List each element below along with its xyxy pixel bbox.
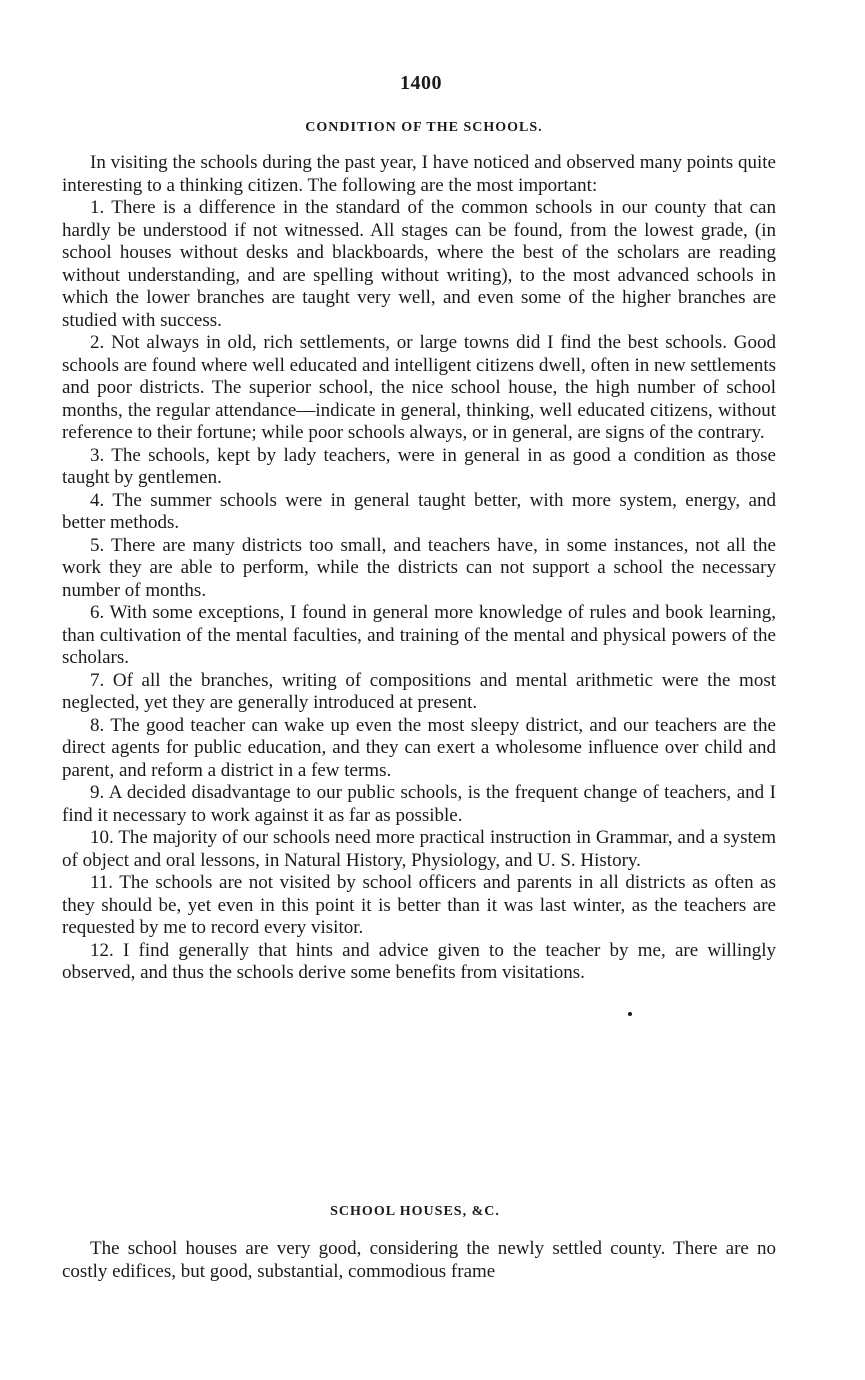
section-heading-condition: CONDITION OF THE SCHOOLS.: [305, 120, 543, 135]
paragraph-intro: In visiting the schools during the past year, I have noticed and observed many points quite interesting to a thinking citizen. The following are the most important:: [62, 152, 776, 196]
section-body-condition: [62, 152, 776, 985]
section-body-school-houses: [62, 1238, 776, 1283]
paragraph-item-2: 2. Not always in old, rich settlements, or large towns did I find the best schools. Good schools are found where well educated and intelligent citizens dwell, often in new settlements and poor districts. The superior school, the nice school house, the high number of school months, the regular attendance—indicate in general, thinking, well educated citizens, without reference to their fortune; while poor schools always, or in general, are signs of the contrary.: [62, 332, 776, 443]
paragraph-item-11: 11. The schools are not visited by school officers and parents in all districts as often as they should be, yet even in this point it is better than it was last winter, as the teachers are requested by me to record every visitor.: [62, 872, 776, 938]
paragraph-item-8: 8. The good teacher can wake up even the most sleepy district, and our teachers are the direct agents for public education, and they can exert a wholesome influence over child and parent, and reform a district in a few terms.: [62, 714, 776, 781]
paragraph-item-7: 7. Of all the branches, writing of compositions and mental arithmetic were the most neglected, yet they are generally introduced at present.: [62, 669, 776, 713]
paragraph-item-1: 1. There is a difference in the standard of the common schools in our county that can hardly be understood if not witnessed. All stages can be found, from the lowest grade, (in school houses without desks and blackboards, where the best of the scholars are reading without understanding, and are spelling without writing), to the most advanced schools in which the lower branches are taught very well, and even some of the higher branches are studied with success.: [62, 197, 776, 331]
paragraph-item-10: 10. The majority of our schools need more practical instruction in Grammar, and a system of object and oral lessons, in Natural History, Physiology, and U. S. History.: [62, 827, 776, 871]
paragraph-item-6: 6. With some exceptions, I found in general more knowledge of rules and book learning, than cultivation of the mental faculties, and training of the mental and physical powers of the scholars.: [62, 602, 776, 668]
paragraph-item-12: 12. I find generally that hints and advice given to the teacher by me, are willingly observed, and thus the schools derive some benefits from visitations.: [62, 939, 776, 983]
paragraph-school-houses: The school houses are very good, considering the newly settled county. There are no costly edifices, but good, substantial, commodious frame: [62, 1238, 776, 1282]
paragraph-item-3: 3. The schools, kept by lady teachers, were in general in as good a condition as those taught by gentlemen.: [62, 444, 776, 488]
paragraph-item-9: 9. A decided disadvantage to our public schools, is the frequent change of teachers, and I find it necessary to work against it as far as possible.: [62, 782, 776, 826]
ink-dot: [628, 1012, 632, 1016]
paragraph-item-5: 5. There are many districts too small, and teachers have, in some instances, not all the work they are able to perform, while the districts can not support a school the necessary number of months.: [62, 534, 776, 601]
paragraph-item-4: 4. The summer schools were in general taught better, with more system, energy, and better methods.: [62, 489, 776, 533]
page-number: 1400: [400, 72, 442, 94]
section-heading-school-houses: SCHOOL HOUSES, &C.: [330, 1204, 500, 1219]
